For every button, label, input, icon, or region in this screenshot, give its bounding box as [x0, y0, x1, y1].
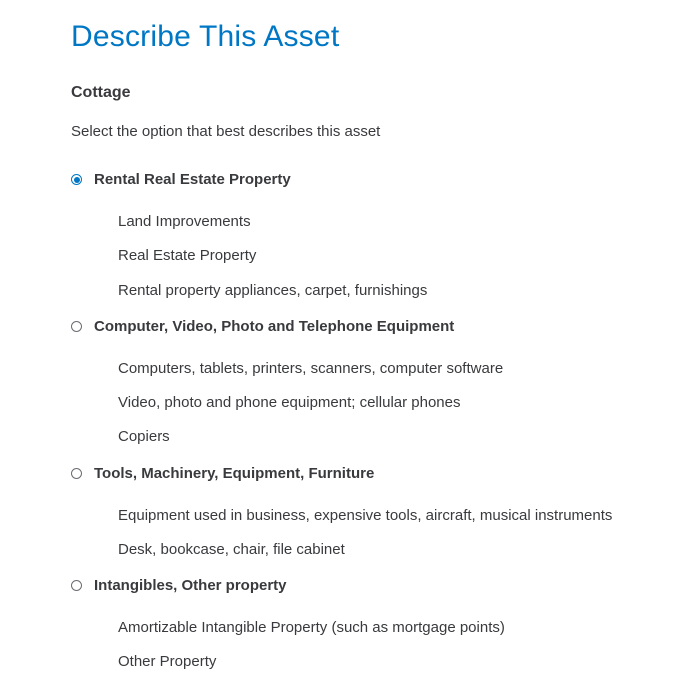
sub-item-land-improvements: Land Improvements — [118, 213, 251, 230]
sub-item-other-property: Other Property — [118, 653, 217, 670]
option-label-tools-machinery[interactable]: Tools, Machinery, Equipment, Furniture — [94, 465, 375, 482]
sub-item-amortizable-intangible: Amortizable Intangible Property (such as mortgage points) — [118, 619, 505, 636]
asset-name: Cottage — [71, 84, 131, 101]
instruction-text: Select the option that best describes this asset — [71, 123, 381, 140]
sub-item-real-estate-property: Real Estate Property — [118, 247, 257, 264]
sub-item-business-equipment: Equipment used in business, expensive tools, aircraft, musical instruments — [118, 507, 613, 524]
radio-tools-machinery[interactable] — [71, 468, 82, 479]
radio-computer-equipment[interactable] — [71, 321, 82, 332]
option-rental-real-estate[interactable] — [71, 171, 291, 188]
radio-intangibles[interactable] — [71, 580, 82, 591]
sub-item-computers: Computers, tablets, printers, scanners, computer software — [118, 360, 504, 377]
sub-item-video-photo-phone: Video, photo and phone equipment; cellular phones — [118, 394, 461, 411]
option-label-rental-real-estate[interactable]: Rental Real Estate Property — [94, 171, 291, 188]
sub-item-copiers: Copiers — [118, 428, 170, 445]
page-title: Describe This Asset — [71, 20, 340, 53]
option-label-intangibles[interactable]: Intangibles, Other property — [94, 577, 287, 594]
option-label-computer-equipment[interactable]: Computer, Video, Photo and Telephone Equipment — [94, 318, 455, 335]
radio-rental-real-estate[interactable] — [71, 174, 82, 185]
option-intangibles[interactable] — [71, 577, 287, 594]
option-tools-machinery[interactable] — [71, 465, 374, 482]
sub-item-rental-appliances: Rental property appliances, carpet, furnishings — [118, 282, 428, 299]
sub-item-furniture: Desk, bookcase, chair, file cabinet — [118, 541, 345, 558]
option-computer-equipment[interactable] — [71, 318, 454, 335]
